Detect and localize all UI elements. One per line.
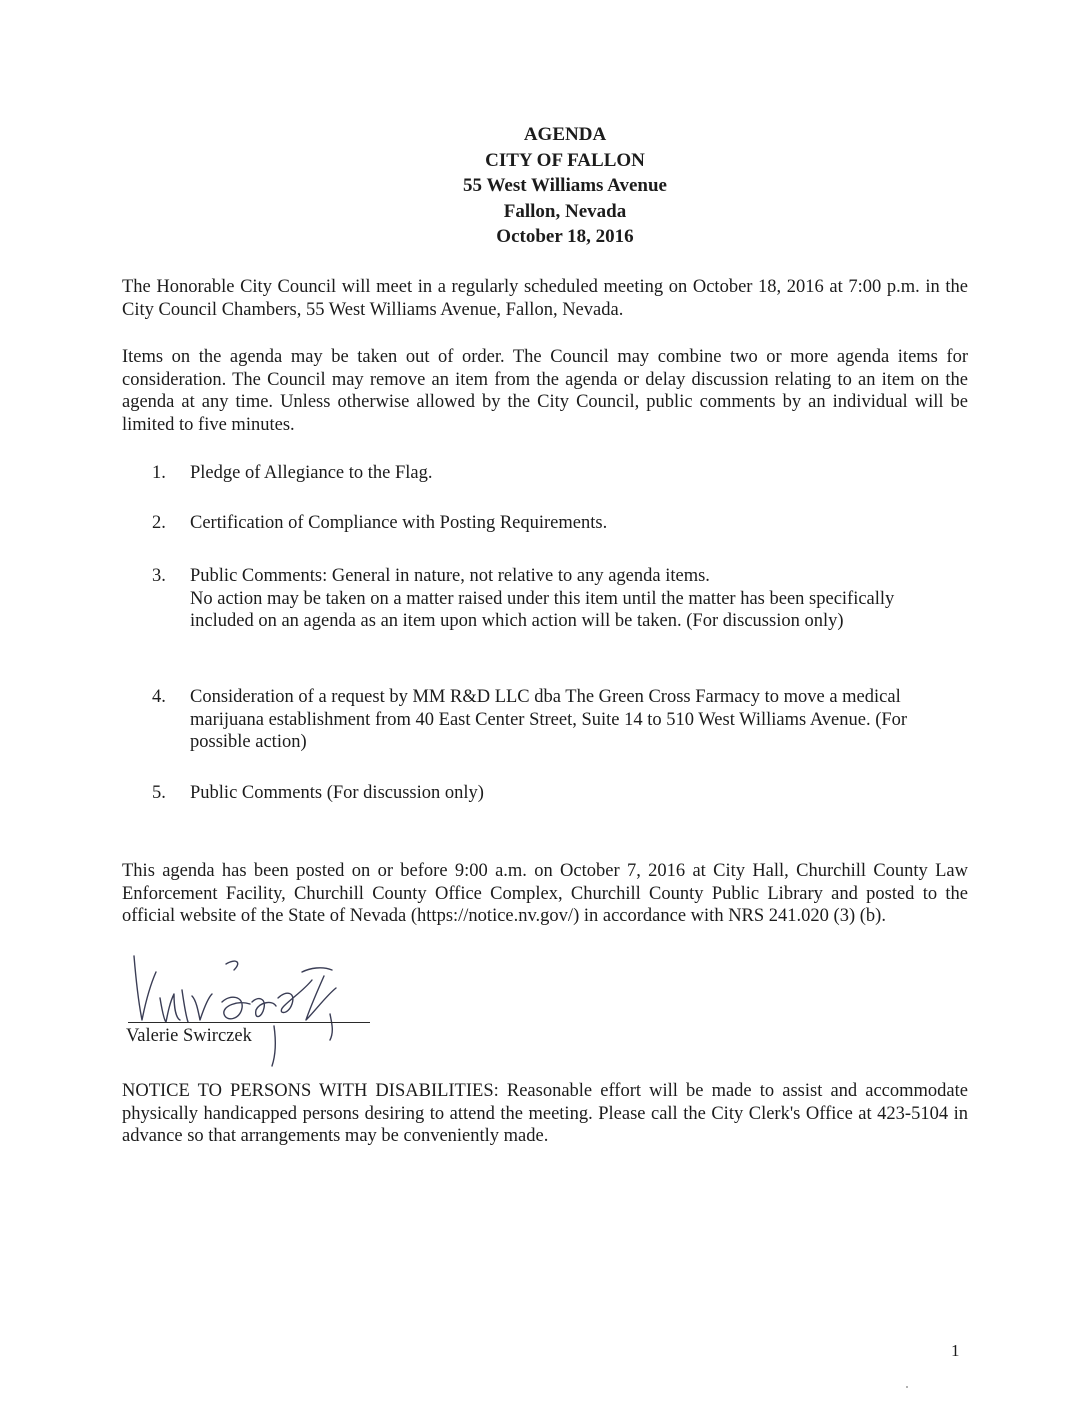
item-subtext: No action may be taken on a matter raised under this item until the matter has been specifically included on an agenda as an item upon which action will be taken. (For discussion only) — [190, 588, 895, 631]
item-text: Public Comments (For discussion only) — [190, 783, 484, 803]
item-number: 1. — [152, 463, 166, 483]
header-title: AGENDA — [523, 124, 607, 145]
item-text: Consideration of a request by MM R&D LLC dba The Green Cross Farmacy to move a medical marijuana establishment from 40 East Center Street, Suite 14 to 510 West Williams Avenue. (For possible action) — [190, 687, 908, 752]
disability-notice: NOTICE TO PERSONS WITH DISABILITIES: Reasonable effort will be made to assist and accommodate physically handicapped persons desiring to attend the meeting. Please call the City Clerk's Office at 423-5104 in advance so that arrangements may be conveniently made. — [122, 1081, 968, 1146]
header-address: 55 West Williams Avenue — [463, 175, 667, 196]
page-number: 1 — [951, 1341, 960, 1360]
agenda-item — [152, 782, 952, 805]
handwritten-signature — [126, 950, 386, 1070]
header-city: CITY OF FALLON — [485, 149, 645, 171]
agenda-item — [152, 462, 952, 485]
item-number: 5. — [152, 783, 166, 803]
signature-line — [128, 1022, 370, 1023]
item-number: 3. — [152, 566, 166, 586]
agenda-header — [0, 122, 1088, 250]
agenda-item — [152, 565, 952, 633]
item-text: Certification of Compliance with Posting Requirements. — [190, 513, 608, 533]
header-location: Fallon, Nevada — [503, 200, 627, 222]
item-text: Public Comments: General in nature, not relative to any agenda items. — [190, 566, 710, 586]
item-number: 2. — [152, 513, 166, 533]
agenda-item — [152, 686, 952, 754]
agenda-item — [152, 512, 952, 535]
header-date: October 18, 2016 — [496, 226, 634, 247]
order-note-paragraph: Items on the agenda may be taken out of order. The Council may combine two or more agenda items for consideration. The Council may remove an item from the agenda or delay discussion relating to an item on the agenda at any time. Unless otherwise allowed by the City Council, public comments by an individual will be limited to five minutes. — [122, 347, 968, 435]
posting-paragraph: This agenda has been posted on or before 9:00 a.m. on October 7, 2016 at City Hall, Churchill County Law Enforcement Facility, Churchill County Office Complex, Churchill County Public Library and posted to the official website of the State of Nevada (https://notice.nv.gov/) in accordance with NRS 241.020 (3) (b). — [122, 861, 968, 926]
item-text: Pledge of Allegiance to the Flag. — [190, 463, 433, 483]
signer-name: Valerie Swirczek — [126, 1026, 252, 1046]
scan-speck — [906, 1386, 908, 1388]
item-number: 4. — [152, 687, 166, 707]
intro-paragraph: The Honorable City Council will meet in a regularly scheduled meeting on October 18, 2016 at 7:00 p.m. in the City Council Chambers, 55 West Williams Avenue, Fallon, Nevada. — [122, 277, 968, 320]
